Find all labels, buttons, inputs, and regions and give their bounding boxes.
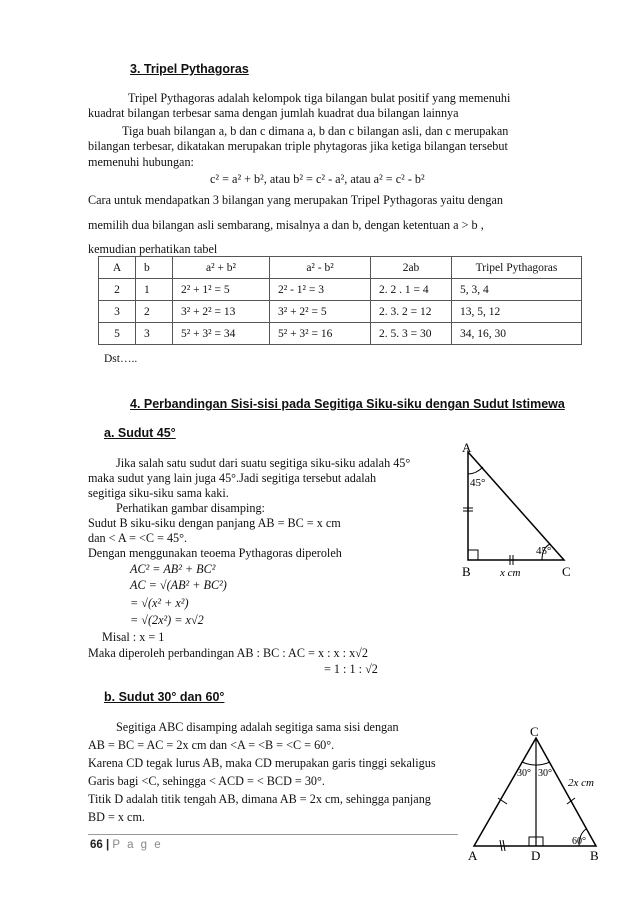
dst-note: Dst…..: [104, 353, 138, 365]
table-row: [99, 279, 582, 301]
page-label: P a g e: [112, 839, 163, 851]
pythagoras-table: [98, 256, 582, 345]
math-line: AC = √(AB² + BC²): [130, 578, 227, 592]
math-line: = 1 : 1 : √2: [324, 662, 378, 676]
table-cell: 5² + 3² = 34: [173, 323, 270, 345]
table-cell: 3² + 2² = 13: [173, 301, 270, 323]
table-cell: 3: [136, 323, 173, 345]
angle-a-label: 45°: [470, 477, 486, 489]
paragraph-line: dan < A = <C = 45°.: [88, 531, 188, 545]
table-cell: 2² - 1² = 3: [270, 279, 371, 301]
paragraph-line: Tiga buah bilangan a, b dan c dimana a, b dan c bilangan asli, dan c merupakan: [122, 124, 509, 138]
math-line: Maka diperoleh perbandingan AB : BC : AC = x : x : x√2: [88, 646, 368, 660]
subsection-a-title: a. Sudut 45°: [104, 426, 176, 440]
side-label: x cm: [500, 567, 521, 579]
table-cell: 2: [136, 301, 173, 323]
table-cell: 2: [99, 279, 136, 301]
angle-acd-label: 30°: [517, 768, 531, 779]
vertex-c-label: C: [530, 724, 539, 739]
table-cell: 5, 3, 4: [452, 279, 582, 301]
paragraph-line: Tripel Pythagoras adalah kelompok tiga bilangan bulat positif yang memenuhi: [128, 91, 511, 105]
paragraph-line: Dengan menggunakan teoema Pythagoras diperoleh: [88, 546, 342, 560]
paragraph-line: Jika salah satu sudut dari suatu segitiga siku-siku adalah 45°: [116, 456, 411, 470]
right-isosceles-triangle-figure: [458, 440, 580, 582]
side-label: 2x cm: [568, 777, 594, 789]
paragraph-line: Segitiga ABC disamping adalah segitiga sama sisi dengan: [116, 720, 399, 734]
equilateral-triangle-figure: [464, 722, 606, 864]
table-cell: 34, 16, 30: [452, 323, 582, 345]
paragraph-line: segitiga siku-siku sama kaki.: [88, 486, 229, 500]
paragraph-line: AB = BC = AC = 2x cm dan <A = <B = <C = 60°.: [88, 738, 335, 752]
table-row: [99, 323, 582, 345]
table-cell: 3: [99, 301, 136, 323]
table-cell: 2. 2 . 1 = 4: [371, 279, 452, 301]
paragraph-line: memenuhi hubungan:: [88, 155, 194, 169]
table-header-cell: a² + b²: [173, 257, 270, 279]
table-cell: 1: [136, 279, 173, 301]
math-line: Misal : x = 1: [102, 630, 165, 644]
table-header-cell: 2ab: [371, 257, 452, 279]
vertex-a-label: A: [468, 848, 478, 863]
table-header-cell: Tripel Pythagoras: [452, 257, 582, 279]
table-cell: 2. 3. 2 = 12: [371, 301, 452, 323]
table-cell: 13, 5, 12: [452, 301, 582, 323]
vertex-b-label: B: [462, 564, 471, 579]
page-number: 66: [90, 839, 103, 851]
paragraph-line: bilangan terbesar, dikatakan merupakan triple phytagoras jika ketiga bilangan tersebut: [88, 139, 508, 153]
paragraph-line: memilih dua bilangan asli sembarang, misalnya a dan b, dengan ketentuan a > b ,: [88, 218, 484, 232]
vertex-a-label: A: [462, 440, 472, 455]
paragraph-line: BD = x cm.: [88, 810, 145, 824]
angle-b-label: 60°: [572, 836, 586, 847]
paragraph-line: Cara untuk mendapatkan 3 bilangan yang merupakan Tripel Pythagoras yaitu dengan: [88, 193, 503, 207]
triangle-outline: [474, 738, 596, 846]
table-row: [99, 301, 582, 323]
right-angle-mark: [468, 550, 478, 560]
vertex-c-label: C: [562, 564, 571, 579]
math-line: = √(x² + x²): [130, 596, 189, 610]
vertex-b-label: B: [590, 848, 599, 863]
footer-separator: |: [106, 839, 110, 851]
paragraph-line: Karena CD tegak lurus AB, maka CD merupakan garis tinggi sekaligus: [88, 756, 436, 770]
table-header-cell: A: [99, 257, 136, 279]
paragraph-line: maka sudut yang lain juga 45°.Jadi segitiga tersebut adalah: [88, 471, 377, 485]
table-header-cell: b: [136, 257, 173, 279]
section-3-title: 3. Tripel Pythagoras: [130, 62, 249, 76]
paragraph-line: Sudut B siku-siku dengan panjang AB = BC = x cm: [88, 516, 341, 530]
angle-arc: [468, 467, 483, 474]
angle-bcd-label: 30°: [538, 768, 552, 779]
table-cell: 5: [99, 323, 136, 345]
paragraph-line: kuadrat bilangan terbesar sama dengan jumlah kuadrat dua bilangan lainnya: [88, 106, 459, 120]
footer-divider: [88, 834, 458, 835]
paragraph-line: kemudian perhatikan tabel: [88, 242, 218, 256]
tick-mark: [567, 798, 575, 804]
table-cell: 2. 5. 3 = 30: [371, 323, 452, 345]
paragraph-line: Garis bagi <C, sehingga < ACD = < BCD = 30°.: [88, 774, 325, 788]
table-header-row: [99, 257, 582, 279]
paragraph-line: Titik D adalah titik tengah AB, dimana AB = 2x cm, sehingga panjang: [88, 792, 431, 806]
angle-c-label: 45°: [536, 545, 552, 557]
table-cell: 2² + 1² = 5: [173, 279, 270, 301]
vertex-d-label: D: [531, 848, 541, 863]
table-header-cell: a² - b²: [270, 257, 371, 279]
math-line: = √(2x²) = x√2: [130, 613, 204, 627]
pythagoras-relation: c² = a² + b², atau b² = c² - a², atau a² = c² - b²: [210, 172, 425, 186]
math-line: AC² = AB² + BC²: [130, 562, 216, 576]
table-cell: 3² + 2² = 5: [270, 301, 371, 323]
section-4-title: 4. Perbandingan Sisi-sisi pada Segitiga Siku-siku dengan Sudut Istimewa: [130, 397, 565, 411]
table-cell: 5² + 3² = 16: [270, 323, 371, 345]
subsection-b-title: b. Sudut 30° dan 60°: [104, 690, 225, 704]
paragraph-line: Perhatikan gambar disamping:: [116, 501, 265, 515]
page-footer: [90, 839, 163, 851]
